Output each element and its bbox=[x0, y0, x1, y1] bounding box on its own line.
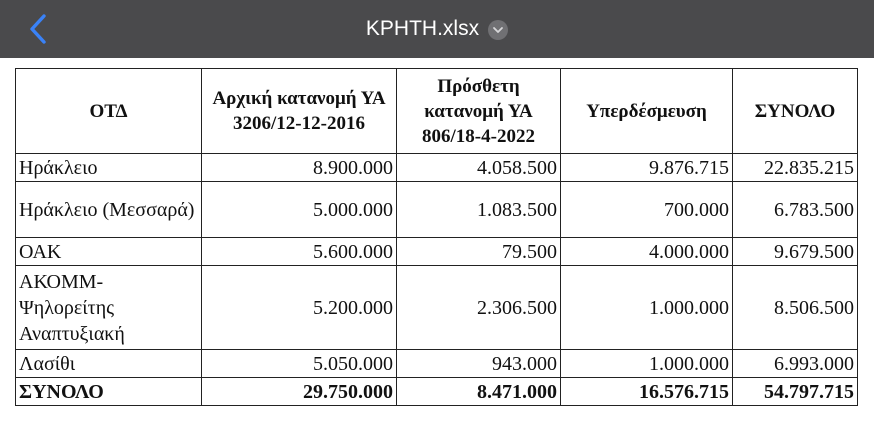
file-title[interactable]: ΚΡΗΤΗ.xlsx bbox=[365, 17, 480, 40]
cell-total[interactable]: 22.835.215 bbox=[733, 154, 858, 182]
cell-over[interactable]: 1.000.000 bbox=[561, 350, 733, 378]
cell-initial[interactable]: 5.000.000 bbox=[202, 182, 397, 238]
table-row bbox=[16, 266, 858, 350]
table-row bbox=[16, 350, 858, 378]
cell-name[interactable]: Ηράκλειο bbox=[16, 154, 202, 182]
cell-total[interactable]: 54.797.715 bbox=[733, 378, 858, 406]
column-header[interactable]: Πρόσθετη κατανομή ΥΑ 806/18-4-2022 bbox=[397, 69, 561, 154]
cell-name[interactable]: Λασίθι bbox=[16, 350, 202, 378]
cell-additional[interactable]: 79.500 bbox=[397, 238, 561, 266]
cell-initial[interactable]: 5.600.000 bbox=[202, 238, 397, 266]
cell-over[interactable]: 16.576.715 bbox=[561, 378, 733, 406]
cell-additional[interactable]: 943.000 bbox=[397, 350, 561, 378]
title-menu-button[interactable] bbox=[488, 20, 508, 40]
cell-total[interactable]: 9.679.500 bbox=[733, 238, 858, 266]
cell-initial[interactable]: 5.050.000 bbox=[202, 350, 397, 378]
chevron-down-icon bbox=[492, 26, 504, 34]
total-row bbox=[16, 378, 858, 406]
cell-additional[interactable]: 8.471.000 bbox=[397, 378, 561, 406]
cell-additional[interactable]: 1.083.500 bbox=[397, 182, 561, 238]
table-row bbox=[16, 182, 858, 238]
column-header[interactable]: ΟΤΔ bbox=[16, 69, 202, 154]
cell-initial[interactable]: 8.900.000 bbox=[202, 154, 397, 182]
table-row bbox=[16, 154, 858, 182]
column-header[interactable]: Αρχική κατανομή ΥΑ 3206/12-12-2016 bbox=[202, 69, 397, 154]
column-header[interactable]: Υπερδέσμευση bbox=[561, 69, 733, 154]
cell-over[interactable]: 9.876.715 bbox=[561, 154, 733, 182]
cell-over[interactable]: 1.000.000 bbox=[561, 266, 733, 350]
cell-initial[interactable]: 29.750.000 bbox=[202, 378, 397, 406]
table-row bbox=[16, 238, 858, 266]
top-bar bbox=[0, 0, 874, 58]
title-area[interactable] bbox=[0, 0, 874, 58]
cell-name[interactable]: Ηράκλειο (Μεσσαρά) bbox=[16, 182, 202, 238]
cell-total[interactable]: 6.993.000 bbox=[733, 350, 858, 378]
cell-initial[interactable]: 5.200.000 bbox=[202, 266, 397, 350]
cell-over[interactable]: 4.000.000 bbox=[561, 238, 733, 266]
cell-additional[interactable]: 4.058.500 bbox=[397, 154, 561, 182]
cell-name[interactable]: ΑΚΟΜΜ-Ψηλορείτης Αναπτυξιακή bbox=[16, 266, 202, 350]
cell-total[interactable]: 6.783.500 bbox=[733, 182, 858, 238]
cell-over[interactable]: 700.000 bbox=[561, 182, 733, 238]
cell-total-label[interactable]: ΣΥΝΟΛΟ bbox=[16, 378, 202, 406]
cell-name[interactable]: ΟΑΚ bbox=[16, 238, 202, 266]
header-row bbox=[16, 69, 858, 154]
column-header[interactable]: ΣΥΝΟΛΟ bbox=[733, 69, 858, 154]
spreadsheet-table bbox=[15, 68, 858, 406]
cell-additional[interactable]: 2.306.500 bbox=[397, 266, 561, 350]
cell-total[interactable]: 8.506.500 bbox=[733, 266, 858, 350]
